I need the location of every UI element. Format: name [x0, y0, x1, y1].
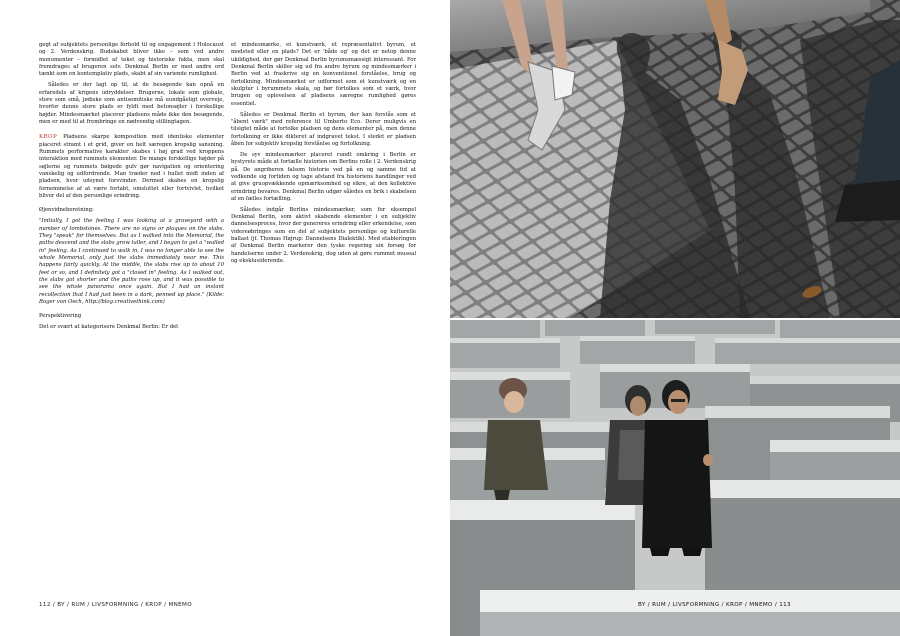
section-label-krop: KROP — [39, 134, 58, 141]
paragraph: De syv mindesmærker placeret rundt omkring i Berlin er bystyrets måde at fortælle historien om Berlins rolle i 2. Verdenskrig på. De angriberen falsom historie ved på en og samme tid at vedkende sig fortiden og tage afstand fra historiens handlinger ved at give gruopvækkende opmærksomhed og sikre, at den kollektive erindring bevares. Denkmal Berlin udgør således en brik i skabelsen af en fælles fortælling. — [231, 151, 416, 202]
paragraph: Således er der lagt op til, at de besøgende kan opnå en erfaredels af krigens udryddelser. Brugerne, lokale som globale, store som små, jødiske som antisemitiske må uundgåeligt overveje, hvorfor denne store plads er fyldt med betonsøjler i forskellige højder. Mindesmærket placerer pladsens måde ikke den besøgende, men er med til at frembringe en nødvendig stillingtagen. — [39, 82, 224, 125]
paragraph: gegt af subjektets personlige forhold til og engagement i Holocaust og 2. Verdenskrig. Budskabet bliver ikke – som ved andre monumenter – formidlet af tekst og historiske fakta, men skal fremdrages af brugeren selv. Denkmal Berlin er med andre ord tænkt som en kontemplativ plads, skabt af sin variende rumlighed. — [39, 42, 224, 78]
right-page — [450, 0, 900, 636]
photo-people-stelae — [450, 320, 900, 636]
perspective-heading: Perspektivering — [39, 313, 82, 320]
paragraph: Således indgår Berlins mindesmærker, som for eksempel Denkmal Berlin, som aktivt skabende elementer i en subjektiv dannelsesproces, hvor der genereres erindring eller erkendelse, som videreøbringes som en del af subjektets personlige og kulturelle ballast (jf. Thomas Højrup: Dannelsens Dialektik). Med etableringen af Denkmal Berlin markerer den tyske regering sin forsøg for handelserne under 2. Verdenskrig, dog uden at gøre rummet museal og eksklusiderende. — [231, 206, 416, 265]
paragraph: et mindesmærke, et kunstværk, et repræsentativt byrum, et modsted eller en plads? Det er 'både og' og det er netop denne ukildighed, der gør Denkmal Berlin byrumsmæssigt interessant. For Denkmal Berlin skiller sig ud fra andre byrum og mindesmærker i Berlin ved at fraskrive sig en konventionel forståelse, brug og fortolkning. Mindesmærket er udformet som et kunstværk og en skulptur i byrummets skala, og bør fortolkes som et værk, hvor brugen og oplevelsen af pladsens særegne rumlighed gøres essentiel. — [231, 42, 416, 107]
photo-people-stelae-illustration — [450, 320, 900, 636]
text-column-2 — [231, 42, 416, 269]
paragraph: Det er svært at kategorisere Denkmal Berlin: Er det — [39, 324, 179, 331]
photo-feet-shadows-illustration — [450, 0, 900, 318]
section-paragraph — [39, 134, 224, 200]
paragraph: Således er Denkmal Berlin et byrum, der kan forstås som et "åbent værk" med reference til Umberto Eco. Derer muligvis en tilsigtet måde at fortolke pladsen og dens elementer på, men denne fortolkning er ikke dikteret af indgravet tekst. I stedet er pladsen åben for subjektiv kropslig forståelse og fortolkning. — [231, 111, 416, 147]
paragraph-text: Pladsens skarpe komposition med identiske elementer placeret stramt i et grid, giver en helt særegen kropslig sansning. Rummets performative karakter skabes i høj grad ved kroppens interaktion med rummets elementer. De mange forskellige højder på søjlerne og rummets bølgede gulv gør navigation og orientering vanskelig og udfordrende. Man træder ned i hullet midt inden af pladsen, hvor udsynet forsvinder. Dermed skabes en kropslig fornemmelse af at være fortabt, omsluttet eller fortvivlet, hvilket bliver del af den personlige erindring. — [39, 134, 224, 200]
page-folio-left: 112 / BY / RUM / LIVSFORMNING / KROP / MNEMO — [39, 602, 192, 608]
text-column-1 — [39, 42, 224, 335]
photo-feet-shadows — [450, 0, 900, 318]
quote-label: Øjenvidneberetning: — [39, 207, 94, 214]
page-folio-right: BY / RUM / LIVSFORMNING / KROP / MNEMO / 113 — [638, 602, 791, 608]
eyewitness-quote: "Initially, I got the feeling I was looking at a graveyard with a number of tombstones. There are no signs or plaques on the slabs. They "speak" for themselves. But as I walked into the Memorial, the paths descend and the slabs grow taller, and I began to get a "walled in" feeling. As I continued to walk in, I was no longer able to see the whole Memorial, only just the slabs immediately near me. This happens fairly quickly. At the middle, the slabs rise up to about 10 feet or so, and I definitely got a "closed in" feeling. As I walked out, the slabs got shorter and the paths rose up, and it was possible to see the whole panorama once again. But I had an instant recollection that I had just been in a dark, penned up place." (Kilde: Roger von Oech, http://blog.creativethink.com) — [39, 218, 224, 305]
